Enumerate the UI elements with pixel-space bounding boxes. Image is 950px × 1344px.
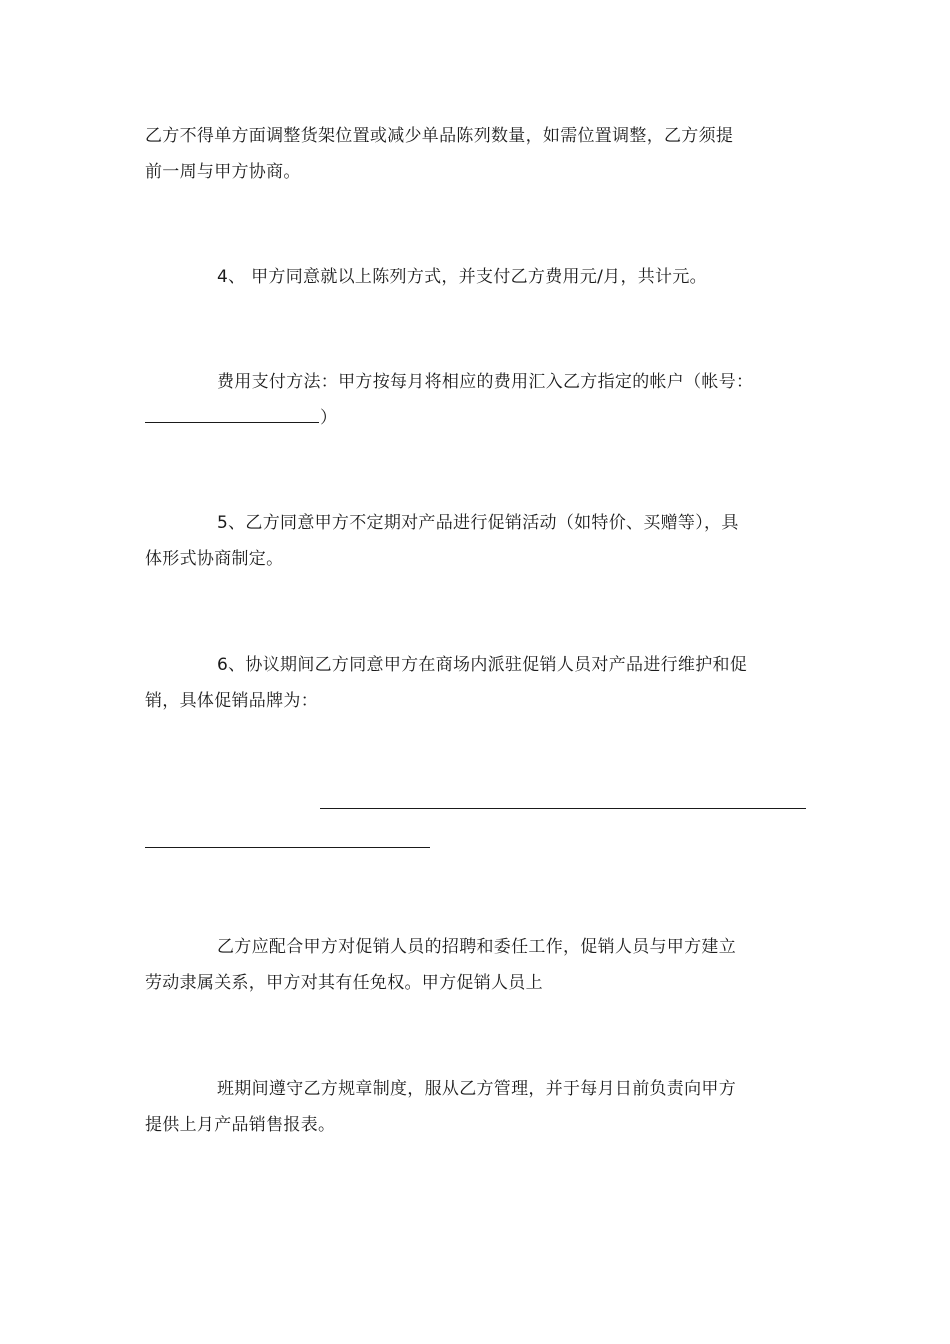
text-line: 5、乙方同意甲方不定期对产品进行促销活动（如特价、买赠等），具 [217,513,739,533]
text-line: 劳动隶属关系，甲方对其有任免权。甲方促销人员上 [145,973,543,993]
text-line: 4、 甲方同意就以上陈列方式，并支付乙方费用元/月，共计元。 [217,267,707,287]
paragraph-shelf-adjustment [145,118,810,190]
text-line: 乙方应配合甲方对促销人员的招聘和委任工作，促销人员与甲方建立 [217,937,736,957]
paragraph-promoter-staff [145,929,810,1001]
text-fragment: ） [320,408,338,428]
paragraph-payment-method [145,364,810,436]
text-line: 班期间遵守乙方规章制度，服从乙方管理，并于每月日前负责向甲方 [217,1079,736,1099]
account-number-blank [145,406,319,423]
brand-blank-line-1 [320,808,806,809]
paragraph-work-rules [145,1071,810,1143]
text-line: 费用支付方法：甲方按每月将相应的费用汇入乙方指定的帐户（帐号： [217,372,754,392]
account-line [145,400,810,436]
paragraph-clause-4 [145,259,810,295]
text-line: 6、协议期间乙方同意甲方在商场内派驻促销人员对产品进行维护和促 [217,655,748,675]
paragraph-clause-5 [145,505,810,577]
brand-blank-line-2 [145,847,430,848]
text-line: 提供上月产品销售报表。 [145,1115,336,1135]
paragraph-clause-6 [145,647,810,719]
text-line: 体形式协商制定。 [145,549,284,569]
text-line: 乙方不得单方面调整货架位置或减少单品陈列数量，如需位置调整，乙方须提 [145,126,734,146]
text-line: 销，具体促销品牌为： [145,691,318,711]
text-line: 前一周与甲方协商。 [145,162,301,182]
